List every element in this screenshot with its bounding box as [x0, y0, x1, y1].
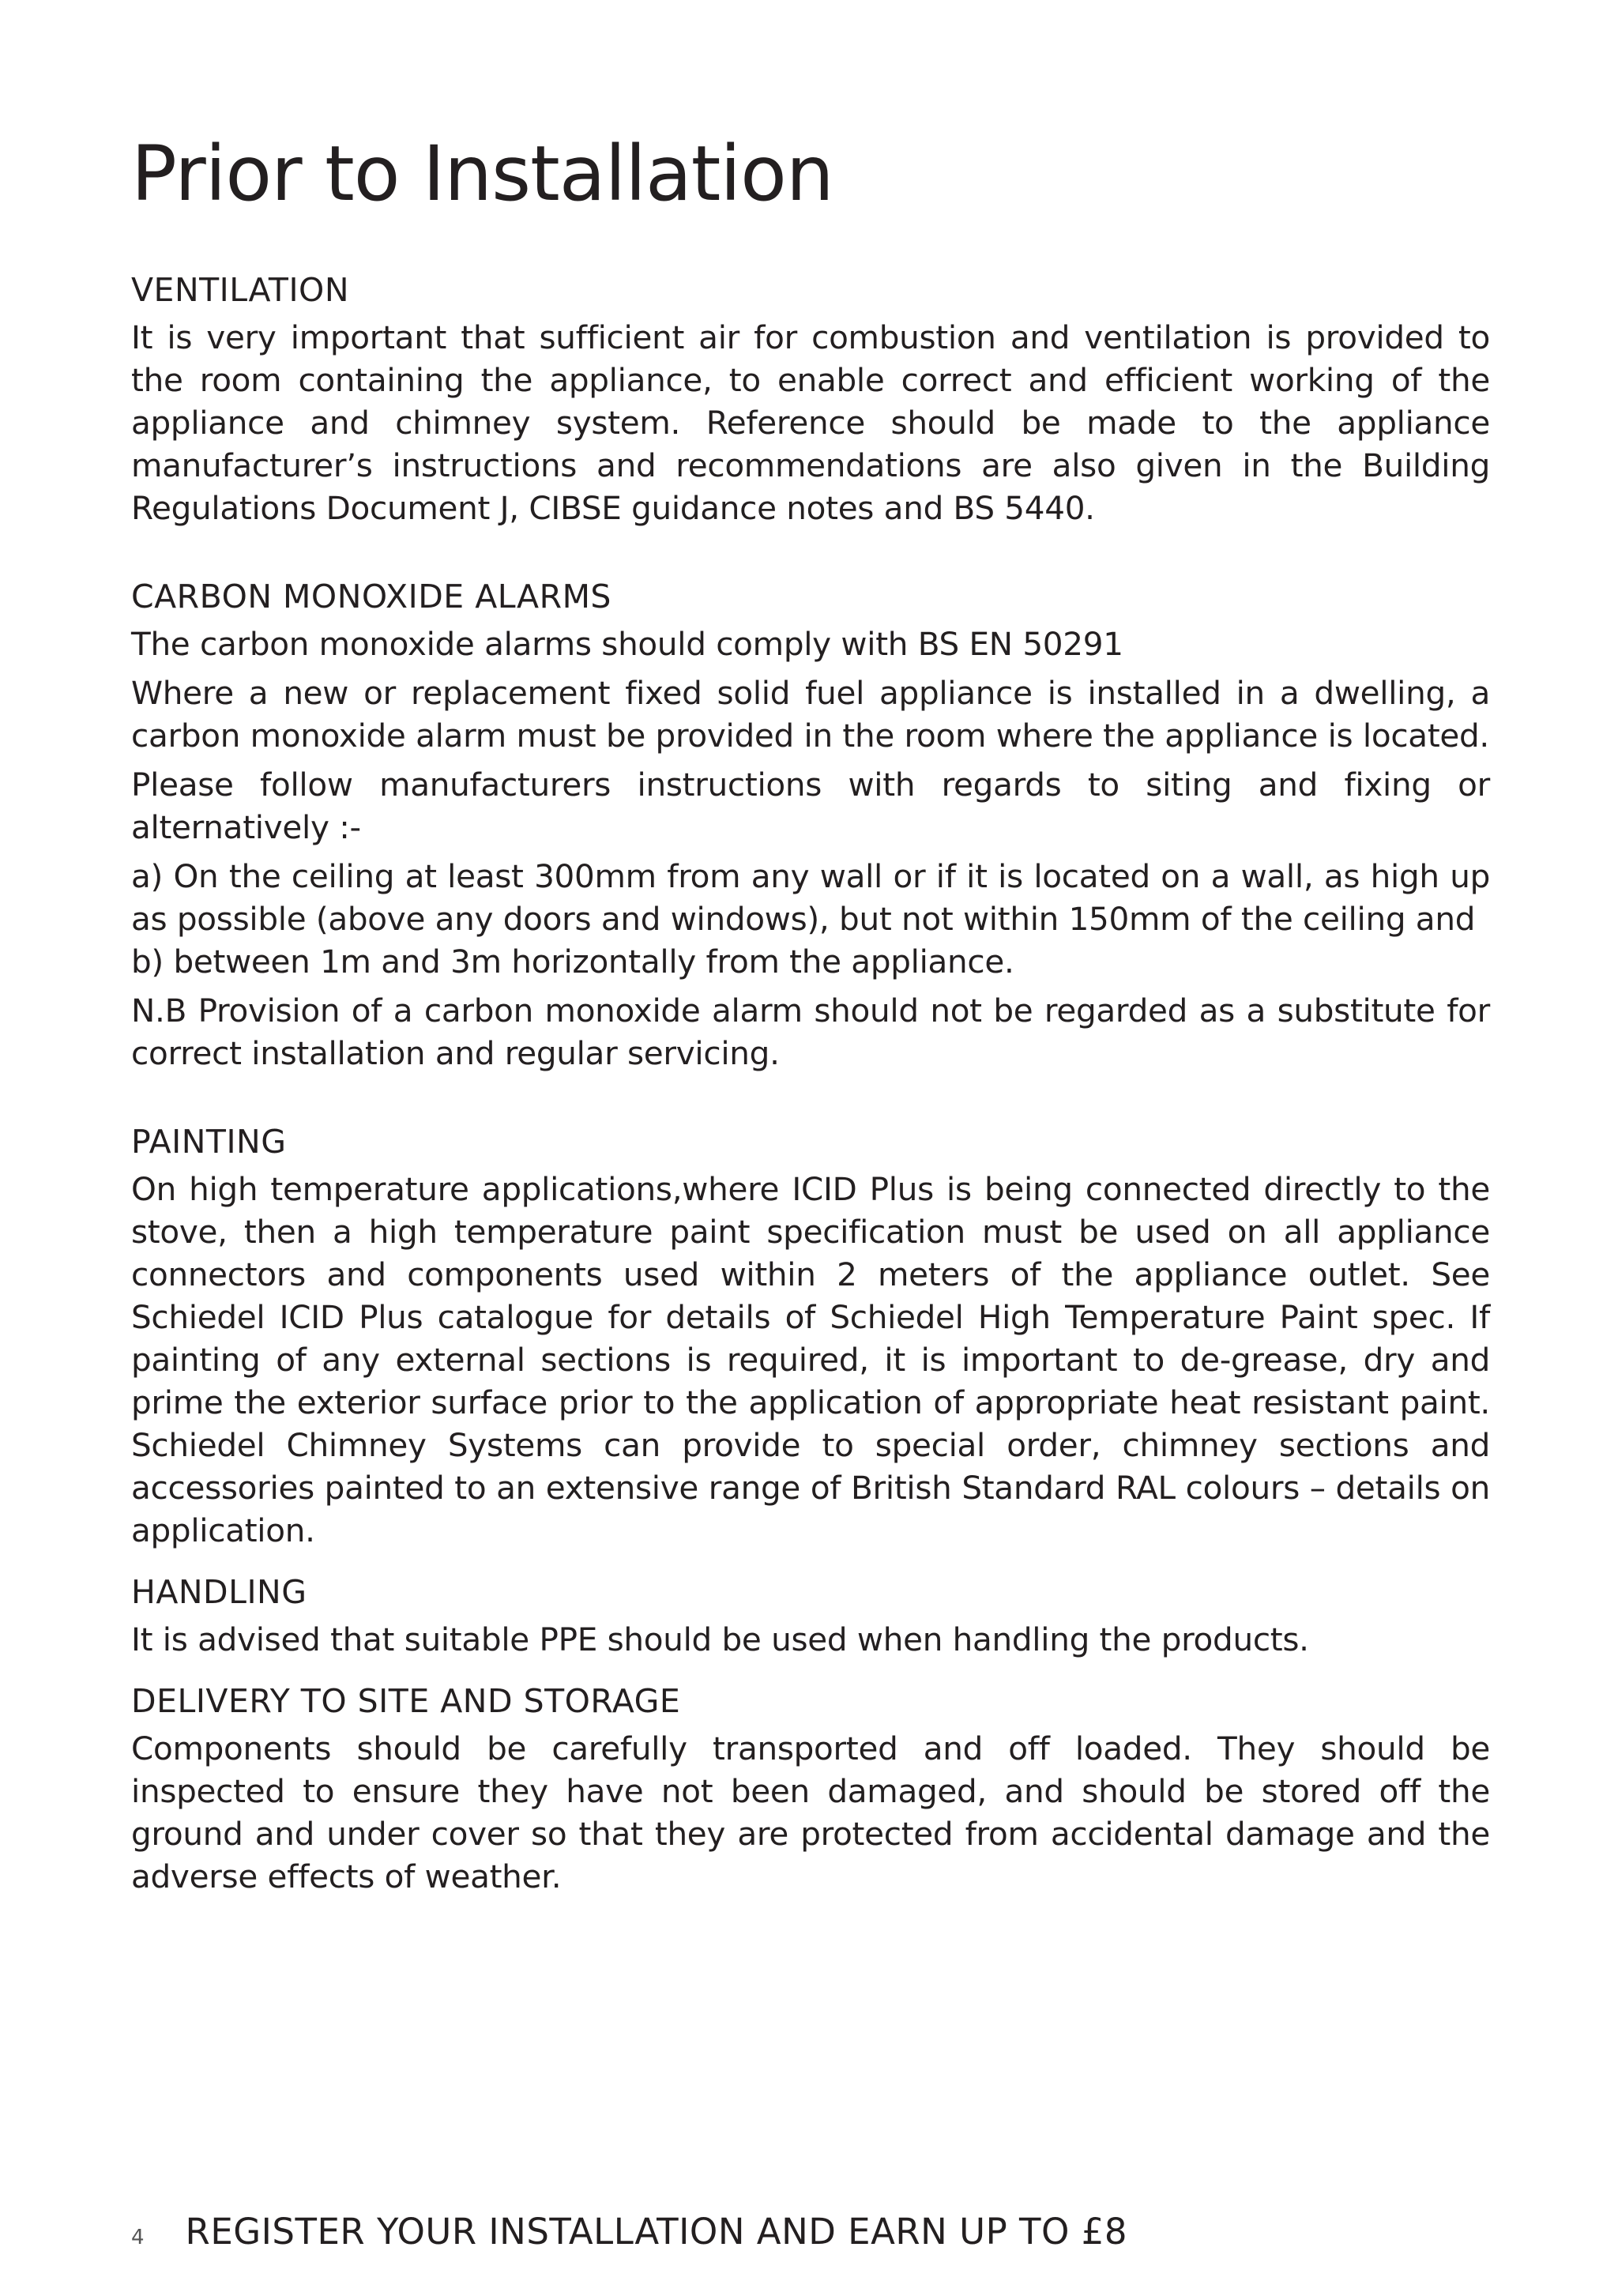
paragraph: It is advised that suitable PPE should be used when handling the products. [131, 1620, 1309, 1658]
paragraph: Components should be carefully transported and off loaded. They should be inspected to ensure they have not been damaged, and should be stored off the ground and under cover so that they are protected from accidental damage and the adverse effects of weather. [131, 1730, 1490, 1895]
paragraph: On high temperature applications,where ICID Plus is being connected directly to the stove, then a high temperature paint specification must be used on all appliance connectors and components used within 2 meters of the appliance outlet. See Schiedel ICID Plus catalogue for details of Schiedel High Temperature Paint spec. If painting of any external sections is required, it is important to de-grease, dry and prime the exterior surface prior to the application of appropriate heat resistant paint. Schiedel Chimney Systems can provide to special order, chimney sections and accessories painted to an extensive range of British Standard RAL colours – details on application. [131, 1170, 1490, 1549]
paragraph: The carbon monoxide alarms should comply with BS EN 50291 [131, 625, 1123, 663]
paragraph: b) between 1m and 3m horizontally from the appliance. [131, 943, 1014, 981]
section-ventilation [131, 269, 1490, 529]
paragraph: N.B Provision of a carbon monoxide alarm should not be regarded as a substitute for correct installation and regular servicing. [131, 992, 1490, 1072]
page-number: 4 [131, 2226, 145, 2249]
page-title: Prior to Installation [131, 130, 833, 218]
footer-banner-text: REGISTER YOUR INSTALLATION AND EARN UP TO £8 [185, 2211, 1127, 2253]
section-painting [131, 1120, 1490, 1552]
paragraph: a) On the ceiling at least 300mm from any wall or if it is located on a wall, as high up as possible (above any doors and windows), but not within 150mm of the ceiling and [131, 857, 1490, 938]
section-heading: PAINTING [131, 1123, 287, 1161]
content-body [131, 269, 1490, 1944]
section-delivery-storage [131, 1680, 1490, 1898]
paragraph: Please follow manufacturers instructions with regards to siting and fixing or alternatively :- [131, 766, 1490, 846]
section-handling [131, 1571, 1490, 1661]
page-footer [131, 2211, 1127, 2258]
section-heading: DELIVERY TO SITE AND STORAGE [131, 1682, 681, 1720]
section-heading: VENTILATION [131, 271, 349, 309]
paragraph: It is very important that sufficient air for combustion and ventilation is provided to the room containing the appliance, to enable correct and efficient working of the appliance and chimney system. Reference should be made to the appliance manufacturer’s instructions and recommendations are also given in the Building Regulations Document J, CIBSE guidance notes and BS 5440. [131, 318, 1490, 527]
section-heading: HANDLING [131, 1573, 307, 1611]
section-heading: CARBON MONOXIDE ALARMS [131, 578, 611, 615]
section-carbon-monoxide-alarms [131, 575, 1490, 1075]
paragraph: Where a new or replacement fixed solid fuel appliance is installed in a dwelling, a carbon monoxide alarm must be provided in the room where the appliance is located. [131, 674, 1490, 755]
